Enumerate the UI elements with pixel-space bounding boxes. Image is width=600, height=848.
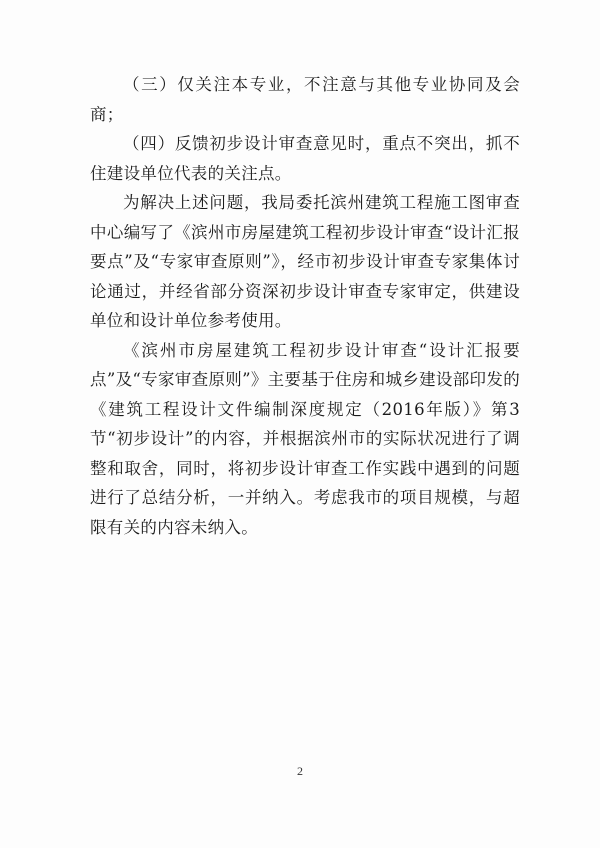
document-body — [90, 70, 520, 542]
paragraph-purpose: 为解决上述问题，我局委托滨州建筑工程施工图审查中心编写了《滨州市房屋建筑工程初步设计审查“设计汇报要点”及“专家审查原则”》，经市初步设计审查专家集体讨论通过，并经省部分资深初步设计审查专家审定，供建设单位和设计单位参考使用。 — [90, 193, 520, 330]
paragraph-basis: 《滨州市房屋建筑工程初步设计审查“设计汇报要点”及“专家审查原则”》主要基于住房和城乡建设部印发的《建筑工程设计文件编制深度规定（2016年版）》第3节“初步设计”的内容，并根据滨州市的实际状况进行了调整和取舍，同时，将初步设计审查工作实践中遇到的问题进行了总结分析，一并纳入。考虑我市的项目规模，与超限有关的内容未纳入。 — [90, 340, 520, 537]
paragraph-item-4: （四）反馈初步设计审查意见时，重点不突出，抓不住建设单位代表的关注点。 — [90, 134, 520, 183]
page-number: 2 — [297, 764, 303, 778]
paragraph-item-3: （三）仅关注本专业，不注意与其他专业协同及会商； — [90, 75, 520, 124]
